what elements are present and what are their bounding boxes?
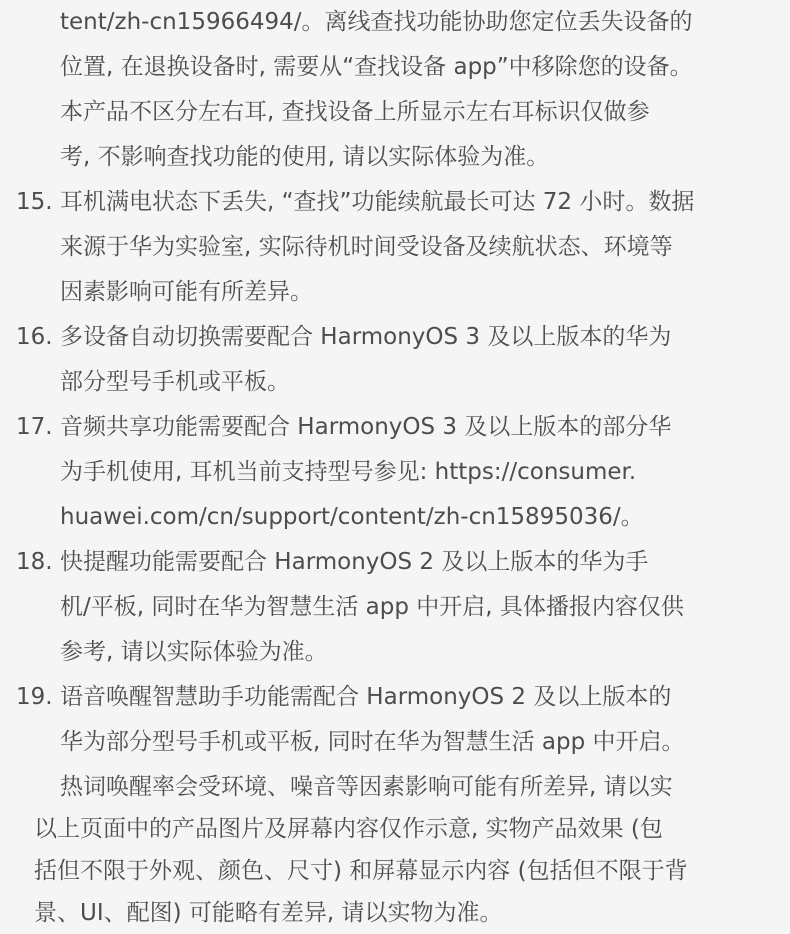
note-19-line-1 (16, 675, 776, 720)
disclaimer-line-3: 景、UI、配图) 可能略有差异, 请以实物为准。 (34, 900, 503, 926)
note-19-line-3: 热词唤醒率会受环境、噪音等因素影响可能有所差异, 请以实 (60, 774, 673, 800)
note-18-line-1 (16, 540, 776, 585)
note-16-line-1 (16, 315, 776, 360)
note-15-text: 耳机满电状态下丢失, “查找”功能续航最长可达 72 小时。数据 (60, 189, 695, 215)
note-18-number: 18. (16, 549, 53, 575)
note-19-line-2: 华为部分型号手机或平板, 同时在华为智慧生活 app 中开启。 (60, 729, 685, 755)
note-14-line-4: 考, 不影响查找功能的使用, 请以实际体验为准。 (60, 144, 550, 170)
note-15-line-2: 来源于华为实验室, 实际待机时间受设备及续航状态、环境等 (60, 234, 673, 260)
note-19-text: 语音唤醒智慧助手功能需配合 HarmonyOS 2 及以上版本的 (60, 684, 672, 710)
footnotes-list (16, 0, 776, 810)
note-16-line-2: 部分型号手机或平板。 (60, 369, 290, 395)
disclaimer-text (34, 808, 774, 934)
note-17-text: 音频共享功能需要配合 HarmonyOS 3 及以上版本的部分华 (60, 414, 672, 440)
note-15-number: 15. (16, 189, 53, 215)
note-18-line-2: 机/平板, 同时在华为智慧生活 app 中开启, 具体播报内容仅供 (60, 594, 684, 620)
note-17-line-2: 为手机使用, 耳机当前支持型号参见: https://consumer. (60, 459, 637, 485)
note-14-line-3: 本产品不区分左右耳, 查找设备上所显示左右耳标识仅做参 (60, 99, 650, 125)
note-14-line-2: 位置, 在退换设备时, 需要从“查找设备 app”中移除您的设备。 (60, 54, 693, 80)
disclaimer-line-1: 以上页面中的产品图片及屏幕内容仅作示意, 实物产品效果 (包 (34, 816, 663, 842)
note-18-text: 快提醒功能需要配合 HarmonyOS 2 及以上版本的华为手 (60, 549, 649, 575)
disclaimer-line-2: 括但不限于外观、颜色、尺寸) 和屏幕显示内容 (包括但不限于背 (34, 858, 688, 884)
note-17-number: 17. (16, 414, 53, 440)
note-16-text: 多设备自动切换需要配合 HarmonyOS 3 及以上版本的华为 (60, 324, 672, 350)
note-19-number: 19. (16, 684, 53, 710)
note-17-line-1 (16, 405, 776, 450)
note-17-line-3: huawei.com/cn/support/content/zh-cn15895036/。 (60, 504, 644, 530)
note-15-line-3: 因素影响可能有所差异。 (60, 279, 313, 305)
note-18-line-3: 参考, 请以实际体验为准。 (60, 639, 328, 665)
note-16-number: 16. (16, 324, 53, 350)
note-14-line-1: tent/zh-cn15966494/。离线查找功能协助您定位丢失设备的 (60, 9, 693, 35)
note-15-line-1 (16, 180, 776, 225)
